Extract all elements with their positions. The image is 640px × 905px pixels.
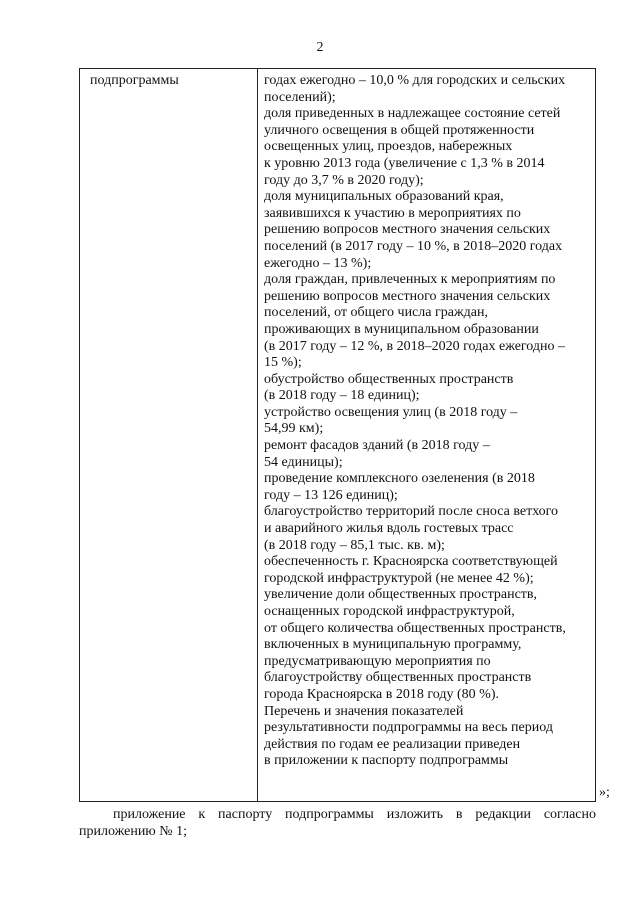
table-text-line: проведение комплексного озеленения (в 2018 <box>264 471 535 487</box>
table-text-line: уличного освещения в общей протяженности <box>264 122 535 138</box>
table-text-line: решению вопросов местного значения сельских <box>264 288 551 304</box>
table-text-line: годах ежегодно – 10,0 % для городских и сельских <box>264 73 566 88</box>
table-text-line: 54 единицы); <box>264 454 343 470</box>
table-text-line: 15 %); <box>264 355 302 371</box>
paragraph-line-2: приложению № 1; <box>79 824 188 839</box>
table-text-line: проживающих в муниципальном образовании <box>264 321 539 337</box>
table-right-cell <box>264 73 594 770</box>
closing-quote-mark: »; <box>599 785 610 800</box>
table-text-line: городской инфраструктурой (не менее 42 %); <box>264 570 534 586</box>
table-text-line: освещенных улиц, проездов, набережных <box>264 139 513 155</box>
table-text-line: оснащенных городской инфраструктурой, <box>264 604 515 619</box>
table-text-line: поселений (в 2017 году – 10 %, в 2018–2020 годах <box>264 238 563 254</box>
table-text-line: Перечень и значения показателей <box>264 703 464 719</box>
column-divider <box>257 69 258 801</box>
table-text-line: доля приведенных в надлежащее состояние сетей <box>264 106 561 122</box>
table-text-line: увеличение доли общественных пространств, <box>264 587 538 603</box>
table-text-line: доля муниципальных образований края, <box>264 189 504 205</box>
page-number: 2 <box>316 40 324 55</box>
table-text-line: к уровню 2013 года (увеличение с 1,3 % в 2014 <box>264 155 545 171</box>
passport-table <box>79 68 596 802</box>
table-text-line: решению вопросов местного значения сельских <box>264 222 551 238</box>
table-text-line: поселений); <box>264 89 336 105</box>
table-text-line: поселений, от общего числа граждан, <box>264 305 488 321</box>
table-text-line: результативности подпрограммы на весь период <box>264 720 553 736</box>
table-text-line: устройство освещения улиц (в 2018 году – <box>264 404 518 420</box>
table-text-line: от общего количества общественных пространств, <box>264 620 566 636</box>
table-text-line: 54,99 км); <box>264 421 324 437</box>
table-text-line: благоустройство территорий после сноса ветхого <box>264 504 559 520</box>
table-text-line: обеспеченность г. Красноярска соответствующей <box>264 554 558 570</box>
table-text-line: ремонт фасадов зданий (в 2018 году – <box>264 438 490 454</box>
amendment-paragraph <box>79 806 596 840</box>
table-left-cell: подпрограммы <box>90 73 179 88</box>
table-text-line: города Красноярска в 2018 году (80 %). <box>264 686 499 702</box>
table-text-line: благоустройству общественных пространств <box>264 670 532 686</box>
table-text-line: заявившихся к участию в мероприятиях по <box>264 205 521 221</box>
table-text-line: предусматривающую мероприятия по <box>264 653 491 669</box>
table-text-line: включенных в муниципальную программу, <box>264 637 522 653</box>
table-text-line: (в 2018 году – 85,1 тыс. кв. м); <box>264 537 445 553</box>
table-text-line: ежегодно – 13 %); <box>264 255 372 271</box>
table-text-line: в приложении к паспорту подпрограммы <box>264 753 509 769</box>
table-text-line: году – 13 126 единиц); <box>264 487 398 503</box>
table-text-line: доля граждан, привлеченных к мероприятиям по <box>264 272 556 288</box>
paragraph-line-1: приложение к паспорту подпрограммы изложить в редакции согласно <box>113 807 596 822</box>
table-text-line: году до 3,7 % в 2020 году); <box>264 172 424 188</box>
table-text-line: и аварийного жилья вдоль гостевых трасс <box>264 521 514 537</box>
table-text-line: действия по годам ее реализации приведен <box>264 736 521 752</box>
table-text-line: обустройство общественных пространств <box>264 371 514 387</box>
table-text-line: (в 2017 году – 12 %, в 2018–2020 годах ежегодно – <box>264 338 566 354</box>
table-text-line: (в 2018 году – 18 единиц); <box>264 388 420 404</box>
